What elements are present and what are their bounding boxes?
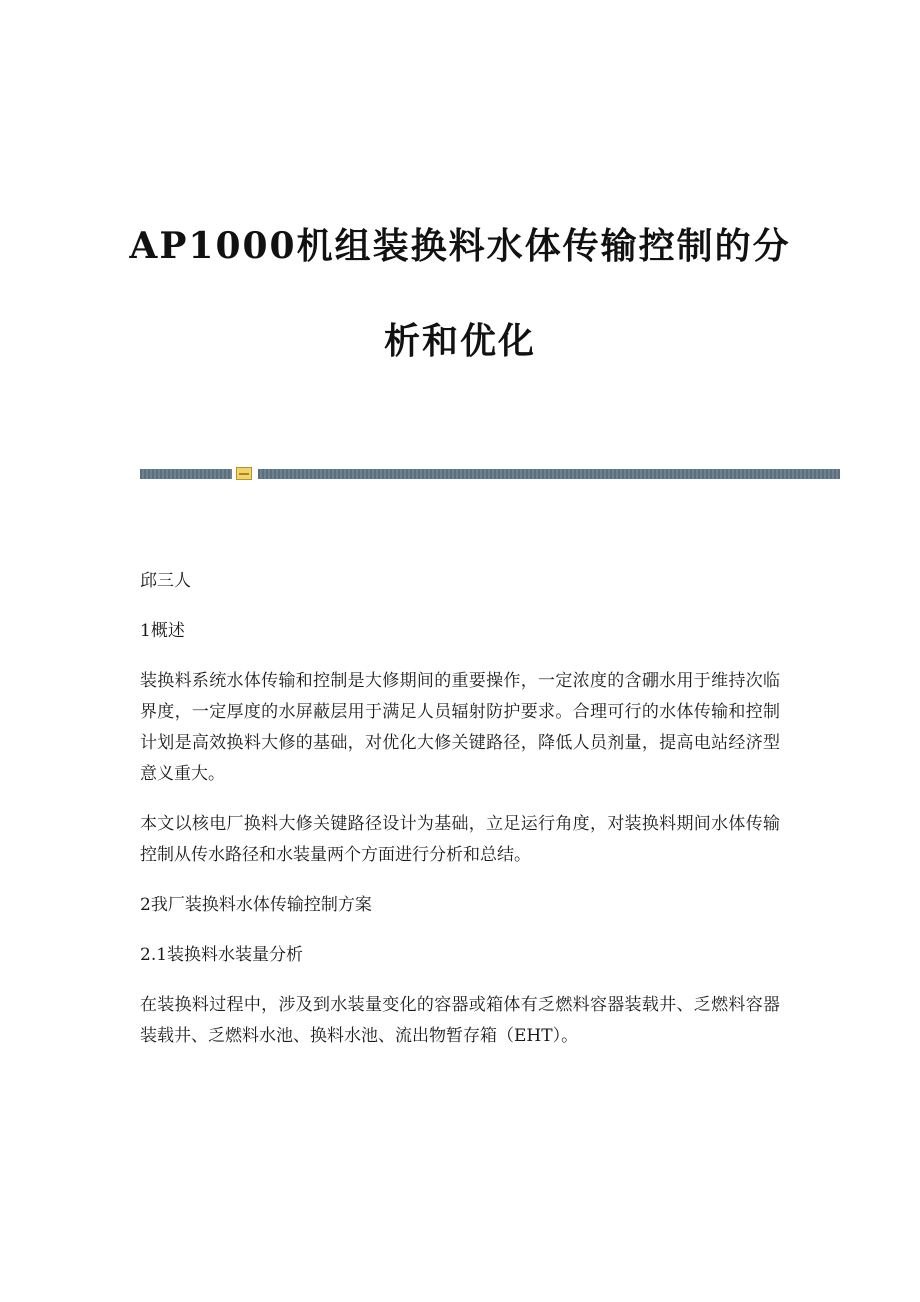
title-divider-right [258, 469, 840, 479]
body-paragraph: 在装换料过程中，涉及到水装量变化的容器或箱体有乏燃料容器装载井、乏燃料容器装载井、乏燃料水池、换料水池、流出物暂存箱（EHT）。 [140, 995, 780, 1046]
section-heading: 1概述 [140, 621, 185, 641]
document-body [140, 566, 780, 1071]
section-heading: 2我厂装换料水体传输控制方案 [140, 895, 372, 915]
subsection-heading: 2.1装换料水装量分析 [140, 945, 304, 965]
body-paragraph: 装换料系统水体传输和控制是大修期间的重要操作，一定浓度的含硼水用于维持次临界度，一定厚度的水屏蔽层用于满足人员辐射防护要求。合理可行的水体传输和控制计划是高效换料大修的基础，对优化大修关键路径，降低人员剂量，提高电站经济型意义重大。 [140, 671, 780, 784]
body-paragraph: 本文以核电厂换料大修关键路径设计为基础，立足运行角度，对装换料期间水体传输控制从传水路径和水装量两个方面进行分析和总结。 [140, 814, 780, 865]
document-title-line-2: 析和优化 [383, 320, 536, 362]
document-title-line-1: AP1000机组装换料水体传输控制的分 [129, 225, 791, 267]
divider-ornament-icon [236, 467, 252, 480]
title-divider-left [140, 469, 232, 479]
author-name: 邱三人 [140, 571, 191, 591]
